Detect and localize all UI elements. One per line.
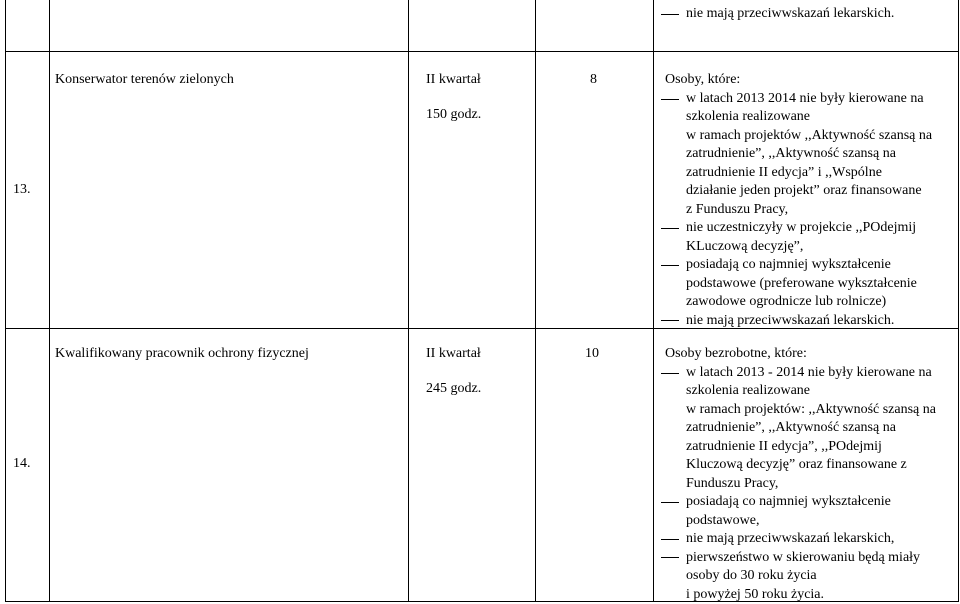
requirement-line: szkolenia realizowane (686, 382, 810, 401)
bullet-dash (661, 265, 679, 266)
grid-line (49, 0, 50, 602)
row-number: 13. (13, 181, 31, 199)
requirement-line: posiadają co najmniej wykształcenie (686, 256, 891, 275)
grid-line (958, 0, 959, 602)
bullet-dash (661, 320, 679, 321)
bullet-dash (661, 502, 679, 503)
top-fragment-text: nie mają przeciwwskazań lekarskich. (686, 5, 894, 23)
bullet-dash (661, 539, 679, 540)
requirement-line: posiadają co najmniej wykształcenie (686, 493, 891, 512)
grid-line (653, 0, 654, 602)
bullet-dash (661, 99, 679, 100)
course-quarter: II kwartał (426, 71, 481, 89)
participant-count: 10 (585, 345, 599, 363)
requirement-line: KLuczową decyzję”, (686, 238, 803, 257)
row-number: 14. (13, 455, 31, 473)
requirement-line: zawodowe ogrodnicze lub rolnicze) (686, 293, 886, 312)
requirement-line: nie mają przeciwwskazań lekarskich, (686, 530, 894, 549)
requirement-line: w ramach projektów ,,Aktywność szansą na (686, 127, 932, 146)
requirement-line: w latach 2013 2014 nie były kierowane na (686, 90, 924, 109)
requirement-line: pierwszeństwo w skierowaniu będą miały (686, 549, 920, 568)
requirement-line: Kluczową decyzję” oraz finansowane z (686, 456, 907, 475)
requirement-line: zatrudnienie II edycja” i ,,Wspólne (686, 164, 882, 183)
grid-line (5, 51, 959, 52)
course-name: Kwalifikowany pracownik ochrony fizycznej (55, 345, 309, 363)
bullet-dash (661, 228, 679, 229)
requirement-line: nie uczestniczyły w projekcie ,,POdejmij (686, 219, 916, 238)
course-quarter: II kwartał (426, 345, 481, 363)
grid-line (408, 0, 409, 602)
requirement-line: podstawowe (preferowane wykształcenie (686, 275, 917, 294)
requirement-line: Osoby, które: (665, 71, 740, 90)
requirement-line: zatrudnienie”, ,,Aktywność szansą na (686, 145, 896, 164)
participant-count: 8 (590, 71, 597, 89)
requirement-line: podstawowe, (686, 512, 760, 531)
requirement-line: w ramach projektów: ,,Aktywność szansą na (686, 401, 936, 420)
requirement-line: nie mają przeciwwskazań lekarskich. (686, 312, 894, 331)
bullet-dash (661, 373, 679, 374)
course-hours: 150 godz. (426, 106, 481, 124)
requirement-line: w latach 2013 - 2014 nie były kierowane na (686, 364, 932, 383)
requirement-line: z Funduszu Pracy, (686, 201, 788, 220)
requirement-line: Osoby bezrobotne, które: (665, 345, 807, 364)
requirement-line: zatrudnienie II edycja”, ,,POdejmij (686, 438, 882, 457)
bullet-dash (661, 14, 679, 15)
requirement-line: i powyżej 50 roku życia. (686, 586, 824, 604)
bullet-dash (661, 557, 679, 558)
requirement-line: osoby do 30 roku życia (686, 567, 817, 586)
requirement-line: Funduszu Pracy, (686, 475, 778, 494)
requirement-line: zatrudnienie”, ,,Aktywność szansą na (686, 419, 896, 438)
requirement-line: szkolenia realizowane (686, 108, 810, 127)
course-hours: 245 godz. (426, 380, 481, 398)
requirement-line: działanie jeden projekt” oraz finansowane (686, 182, 922, 201)
grid-line (535, 0, 536, 602)
grid-line (5, 0, 6, 602)
course-name: Konserwator terenów zielonych (55, 71, 234, 89)
